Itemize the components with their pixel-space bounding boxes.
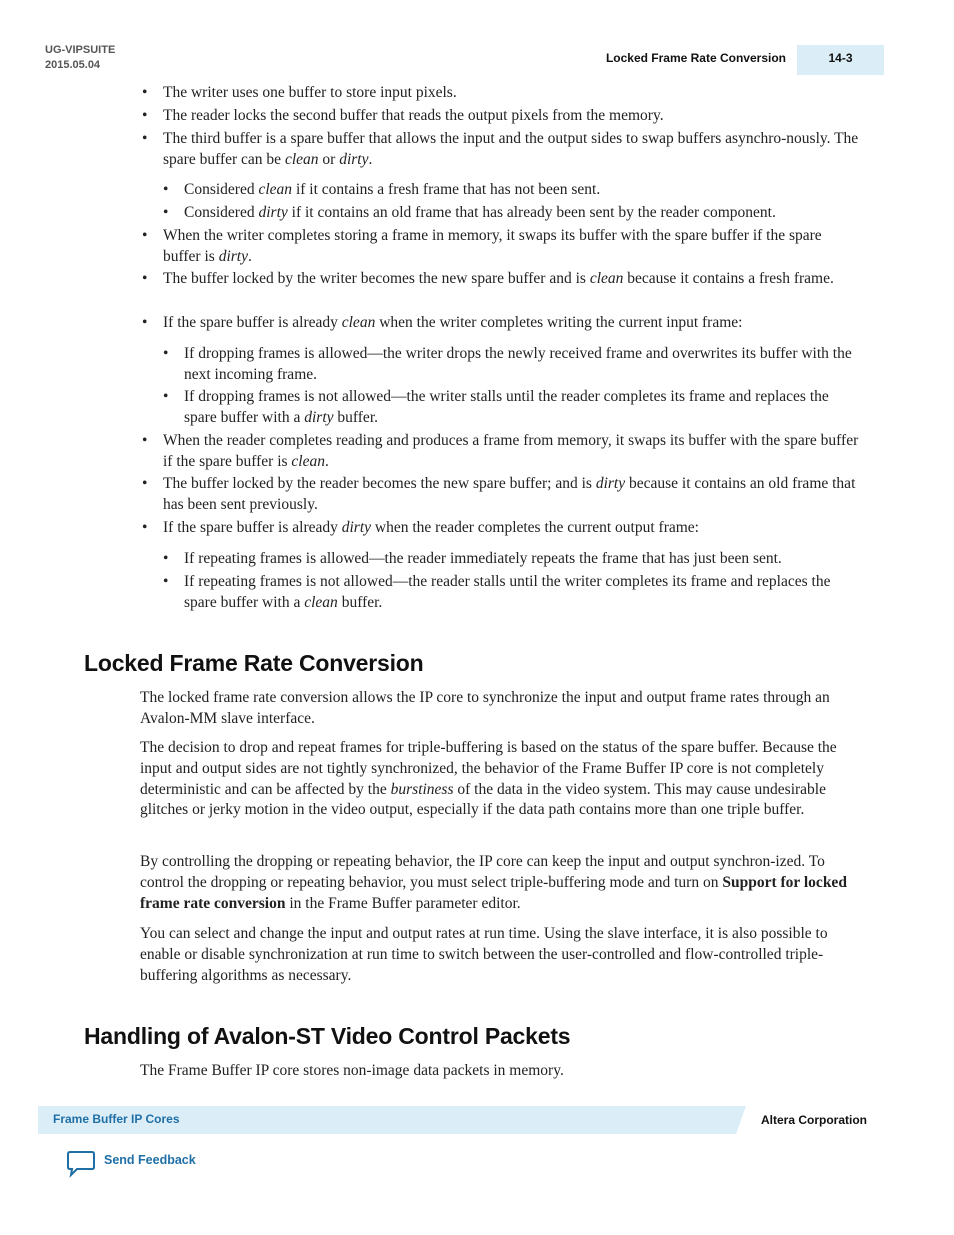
text-run: If dropping frames is not allowed—the writer stalls until the reader completes its frame and replaces the spare buffer with a (184, 388, 829, 426)
text-run: or (318, 150, 340, 168)
text-run: when the writer completes writing the current input frame: (375, 314, 743, 331)
sub-bullet-item (184, 572, 864, 613)
text-run: buffer. (337, 593, 383, 611)
text-run: The Frame Buffer IP core stores non-image data packets in memory. (140, 1062, 564, 1079)
bullet-item (163, 129, 863, 170)
emphasis-text: clean (258, 181, 293, 198)
footer-chapter-link[interactable]: Frame Buffer IP Cores (53, 1112, 180, 1126)
text-run: Considered (184, 204, 259, 221)
emphasis-text: burstiness (390, 780, 454, 798)
emphasis-text: dirty (258, 204, 288, 221)
paragraph (140, 688, 864, 730)
text-run: The locked frame rate conversion allows the IP core to synchronize the input and output frame rates through an Avalon-MM slave interface. (140, 689, 830, 727)
feedback-icon[interactable] (66, 1150, 96, 1178)
header-section-title: Locked Frame Rate Conversion (605, 51, 786, 65)
emphasis-text: dirty (218, 247, 248, 265)
text-run: in the Frame Buffer parameter editor. (285, 894, 521, 912)
text-run: if it contains a fresh frame that has not been sent. (292, 181, 601, 198)
emphasis-text: dirty (595, 475, 626, 492)
text-run: . (324, 452, 329, 470)
text-run: If the spare buffer is already (163, 314, 342, 331)
sub-bullet-item (184, 549, 864, 570)
text-run: If the spare buffer is already (163, 519, 342, 536)
sub-bullet-item (184, 387, 864, 428)
text-run: If repeating frames is not allowed—the reader stalls until the writer completes its frame and replaces the spare buffer with a (184, 573, 831, 611)
text-run: By controlling the dropping or repeating behavior, the IP core can keep the input and output synchron-ized. To control the dropping or repeating behavior, you must select triple-buffering mode and turn on (140, 853, 825, 891)
sub-bullet-item (184, 180, 864, 201)
page-number: 14-3 (828, 51, 853, 65)
text-run: Considered (184, 181, 259, 198)
bullet-item (163, 269, 863, 290)
footer-company: Altera Corporation (761, 1113, 868, 1127)
text-run: if it contains an old frame that has already been sent by the reader component. (287, 204, 776, 221)
text-run: buffer. (333, 408, 378, 426)
text-run: If dropping frames is allowed—the writer drops the newly received frame and overwrites its buffer with the next incoming frame. (184, 345, 852, 383)
text-run: of the data in the video system. This may cause undesirable glitches or jerky motion in the video output, especially if the data path contains more than one triple buffer. (140, 780, 826, 819)
bullet-item (163, 518, 863, 539)
text-run: You can select and change the input and output rates at run time. Using the slave interface, it is also possible to enable or disable synchronization at run time to switch between the user-controlled and flow-controlled triple-buffering algorithms as necessary. (140, 925, 828, 984)
section-heading-control-packets: Handling of Avalon-ST Video Control Packets (84, 1023, 571, 1049)
text-run: . (247, 247, 252, 265)
bullet-item (163, 226, 863, 267)
emphasis-text: clean (341, 314, 376, 331)
text-run: The writer uses one buffer to store input pixels. (163, 84, 457, 101)
emphasis-text: clean (304, 593, 338, 611)
text-run: when the reader completes the current output frame: (371, 519, 699, 536)
text-run: because it contains a fresh frame. (623, 270, 834, 287)
paragraph (140, 924, 864, 986)
document-id: UG-VIPSUITE (45, 44, 116, 56)
bullet-item (163, 313, 863, 334)
document-date: 2015.05.04 (45, 59, 101, 71)
document-id-block (45, 43, 115, 73)
send-feedback-link[interactable]: Send Feedback (104, 1153, 196, 1167)
emphasis-text: clean (291, 452, 325, 470)
bold-text: Support for locked frame rate conversion (140, 873, 847, 912)
paragraph (140, 852, 864, 914)
text-run: When the writer completes storing a frame in memory, it swaps its buffer with the spare buffer if the spare buffer is (163, 227, 822, 265)
bullet-item (163, 474, 863, 515)
text-run: The decision to drop and repeat frames for triple-buffering is based on the status of the spare buffer. Because the input and output sides are not tightly synchronized, the behavior of the Frame Buffer IP core is not completely deterministic and can be affected by the (140, 739, 837, 798)
sub-bullet-item (184, 203, 864, 224)
emphasis-text: clean (589, 270, 624, 287)
bullet-item (163, 106, 863, 127)
emphasis-text: clean (284, 150, 319, 168)
text-run: If repeating frames is allowed—the reader immediately repeats the frame that has just been sent. (184, 550, 782, 567)
sub-bullet-item (184, 344, 864, 385)
paragraph (140, 738, 864, 821)
emphasis-text: dirty (341, 519, 372, 536)
bullet-item (163, 431, 863, 472)
text-run: . (368, 150, 373, 168)
bullet-item (163, 83, 863, 104)
text-run: because it contains an old frame that has been sent previously. (163, 475, 856, 513)
section-heading-locked-frame-rate: Locked Frame Rate Conversion (84, 650, 424, 676)
paragraph (140, 1061, 864, 1082)
emphasis-text: dirty (339, 150, 369, 168)
text-run: The buffer locked by the reader becomes the new spare buffer; and is (163, 475, 596, 492)
text-run: The reader locks the second buffer that reads the output pixels from the memory. (163, 107, 664, 124)
emphasis-text: dirty (304, 408, 334, 426)
text-run: The third buffer is a spare buffer that allows the input and the output sides to swap buffers asynchro-nously. The spare buffer can be (163, 130, 859, 168)
text-run: The buffer locked by the writer becomes the new spare buffer and is (163, 270, 590, 287)
text-run: When the reader completes reading and produces a frame from memory, it swaps its buffer with the spare buffer if the spare buffer is (163, 432, 859, 470)
